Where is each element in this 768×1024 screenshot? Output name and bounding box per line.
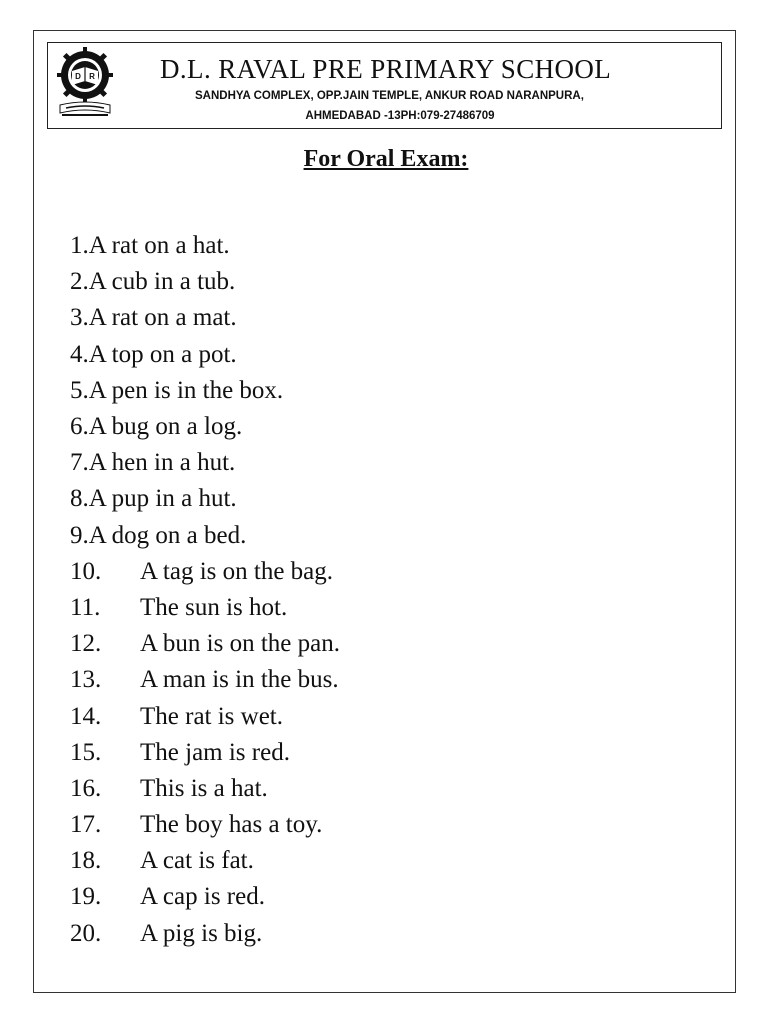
- sentence-number: 2.: [70, 268, 89, 296]
- sentence-item: [70, 445, 710, 481]
- sentence-number: 6.: [70, 413, 89, 441]
- sentence-item: [70, 228, 710, 264]
- sentence-text: A rat on a hat.: [88, 232, 230, 260]
- school-name: D.L. RAVAL PRE PRIMARY SCHOOL: [160, 54, 612, 84]
- sentence-item: [70, 698, 710, 734]
- sentence-item: [70, 590, 710, 626]
- sentence-number: 16.: [70, 774, 102, 802]
- sentence-number: 5.: [70, 376, 89, 404]
- svg-text:D: D: [75, 72, 81, 81]
- sentence-number: 11.: [70, 593, 101, 621]
- sentence-item: [70, 264, 710, 300]
- sentence-text: A dog on a bed.: [88, 521, 247, 549]
- page-title: For Oral Exam:: [303, 146, 469, 172]
- sentence-item: [70, 735, 710, 771]
- sentence-text: The rat is wet.: [140, 702, 284, 730]
- sentence-number: 3.: [70, 304, 89, 332]
- sentence-item: [70, 879, 710, 915]
- sentence-item: [70, 843, 710, 879]
- sentence-number: 12.: [70, 630, 102, 658]
- sentence-text: The sun is hot.: [140, 593, 288, 621]
- sentence-number: 1.: [70, 232, 89, 260]
- sentence-list: [70, 228, 710, 952]
- sentence-number: 8.: [70, 485, 89, 513]
- sentence-text: The boy has a toy.: [140, 811, 323, 839]
- sentence-number: 4.: [70, 340, 89, 368]
- sentence-number: 18.: [70, 847, 102, 875]
- sentence-number: 20.: [70, 919, 102, 947]
- sentence-item: [70, 518, 710, 554]
- school-address-line: SANDHYA COMPLEX, OPP.JAIN TEMPLE, ANKUR ROAD NARANPURA,: [195, 90, 584, 102]
- sentence-text: A pig is big.: [140, 919, 263, 947]
- school-emblem-icon: [52, 45, 118, 119]
- sentence-text: A cap is red.: [140, 883, 265, 911]
- sentence-number: 10.: [70, 557, 102, 585]
- sentence-text: A rat on a mat.: [88, 304, 237, 332]
- sentence-item: [70, 771, 710, 807]
- sentence-number: 19.: [70, 883, 102, 911]
- sentence-item: [70, 554, 710, 590]
- sentence-text: A pen is in the box.: [88, 376, 284, 404]
- sentence-number: 15.: [70, 738, 102, 766]
- sentence-number: 17.: [70, 811, 102, 839]
- svg-text:R: R: [89, 72, 95, 81]
- sentence-text: A pup in a hut.: [88, 485, 237, 513]
- sentence-text: A bun is on the pan.: [140, 630, 340, 658]
- sentence-text: A cub in a tub.: [88, 268, 236, 296]
- sentence-item: [70, 373, 710, 409]
- sentence-item: [70, 409, 710, 445]
- sentence-item: [70, 662, 710, 698]
- sentence-text: A top on a pot.: [88, 340, 237, 368]
- sentence-text: A tag is on the bag.: [140, 557, 334, 585]
- sentence-item: [70, 626, 710, 662]
- sentence-text: A bug on a log.: [88, 413, 243, 441]
- sentence-item: [70, 916, 710, 952]
- sentence-text: A man is in the bus.: [140, 666, 339, 694]
- sentence-number: 13.: [70, 666, 102, 694]
- sentence-text: The jam is red.: [140, 738, 290, 766]
- sentence-text: A cat is fat.: [140, 847, 254, 875]
- sentence-number: 7.: [70, 449, 89, 477]
- sentence-number: 9.: [70, 521, 89, 549]
- sentence-item: [70, 300, 710, 336]
- sentence-item: [70, 337, 710, 373]
- sentence-item: [70, 807, 710, 843]
- sentence-item: [70, 481, 710, 517]
- sentence-text: This is a hat.: [140, 774, 268, 802]
- sentence-text: A hen in a hut.: [88, 449, 236, 477]
- sentence-number: 14.: [70, 702, 102, 730]
- school-address-phone-line: AHMEDABAD -13PH:079-27486709: [305, 110, 495, 122]
